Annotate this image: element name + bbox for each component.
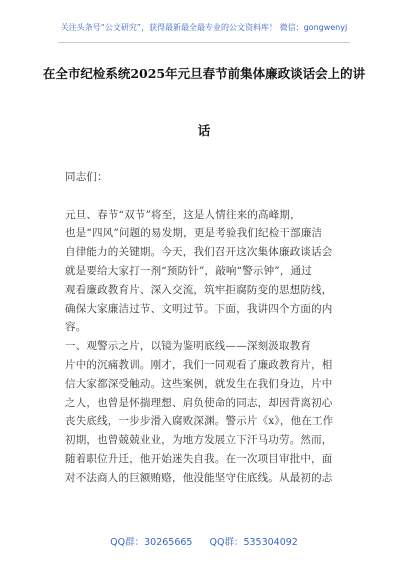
blank-line: [65, 187, 347, 206]
paragraph-line: 元旦、春节“双节”将至，这是人情往来的高峰期，: [65, 208, 301, 221]
paragraph-line: 随着职位升迁，他开始迷失自我。在一次项目审批中，面: [65, 452, 333, 465]
paragraph-line: 信大家都深受触动。这些案例，就发生在我们身边，片中: [65, 377, 333, 390]
document-title-line-1: 在全市纪检系统2025年元旦春节前集体廉政谈话会上的讲: [42, 66, 366, 81]
paragraph-line: 丧失底线，一步步滑入腐败深渊。警示片《x》，他在工作: [65, 415, 334, 428]
footer-qq-group-2: QQ群：535304092: [209, 537, 298, 548]
paragraph-line: 容。: [65, 321, 87, 334]
document-title-line-2: 话: [197, 123, 211, 138]
paragraph-line: 之人，也曾是怀揣理想、肩负使命的同志，却因背离初心: [65, 396, 333, 409]
document-body: [65, 168, 347, 488]
header-divider: [58, 42, 350, 43]
paragraph-line: 也是“四风”问题的易发期，更是考验我们纪检干部廉洁: [65, 227, 323, 240]
footer-contact: [0, 534, 408, 548]
paragraph-2: [65, 337, 347, 487]
paragraph-1: [65, 206, 347, 338]
paragraph-line: 片中的沉痛教训。刚才，我们一同观看了廉政教育片，相: [65, 358, 333, 371]
paragraph-line: 确保大家廉洁过节、文明过节。下面，我讲四个方面的内: [65, 302, 333, 315]
header-promo-text: 关注头条号“公文研究”，获得最新最全最专业的公文资料库！ 微信：gongwenyj: [60, 23, 348, 32]
paragraph-line: 自律能力的关键期。今天，我们召开这次集体廉政谈话会: [65, 246, 333, 259]
paragraph-line: 初期，也曾兢兢业业，为地方发展立下汗马功劳。然而，: [65, 434, 333, 447]
salutation: 同志们：: [65, 171, 108, 183]
paragraph-line: 观看廉政教育片、深入交流，筑牢拒腐防变的思想防线，: [65, 283, 333, 296]
paragraph-line: 一、观警示之片，以镜为鉴明底线——深刻汲取教育: [65, 340, 312, 353]
paragraph-line: 就是要给大家打一剂“预防针”，敲响“警示钟”，通过: [65, 264, 312, 277]
footer-qq-group-1: QQ群：30265665: [110, 537, 193, 548]
paragraph-line: 对不法商人的巨额贿赂，他没能坚守住底线。从最初的忐: [65, 471, 333, 484]
